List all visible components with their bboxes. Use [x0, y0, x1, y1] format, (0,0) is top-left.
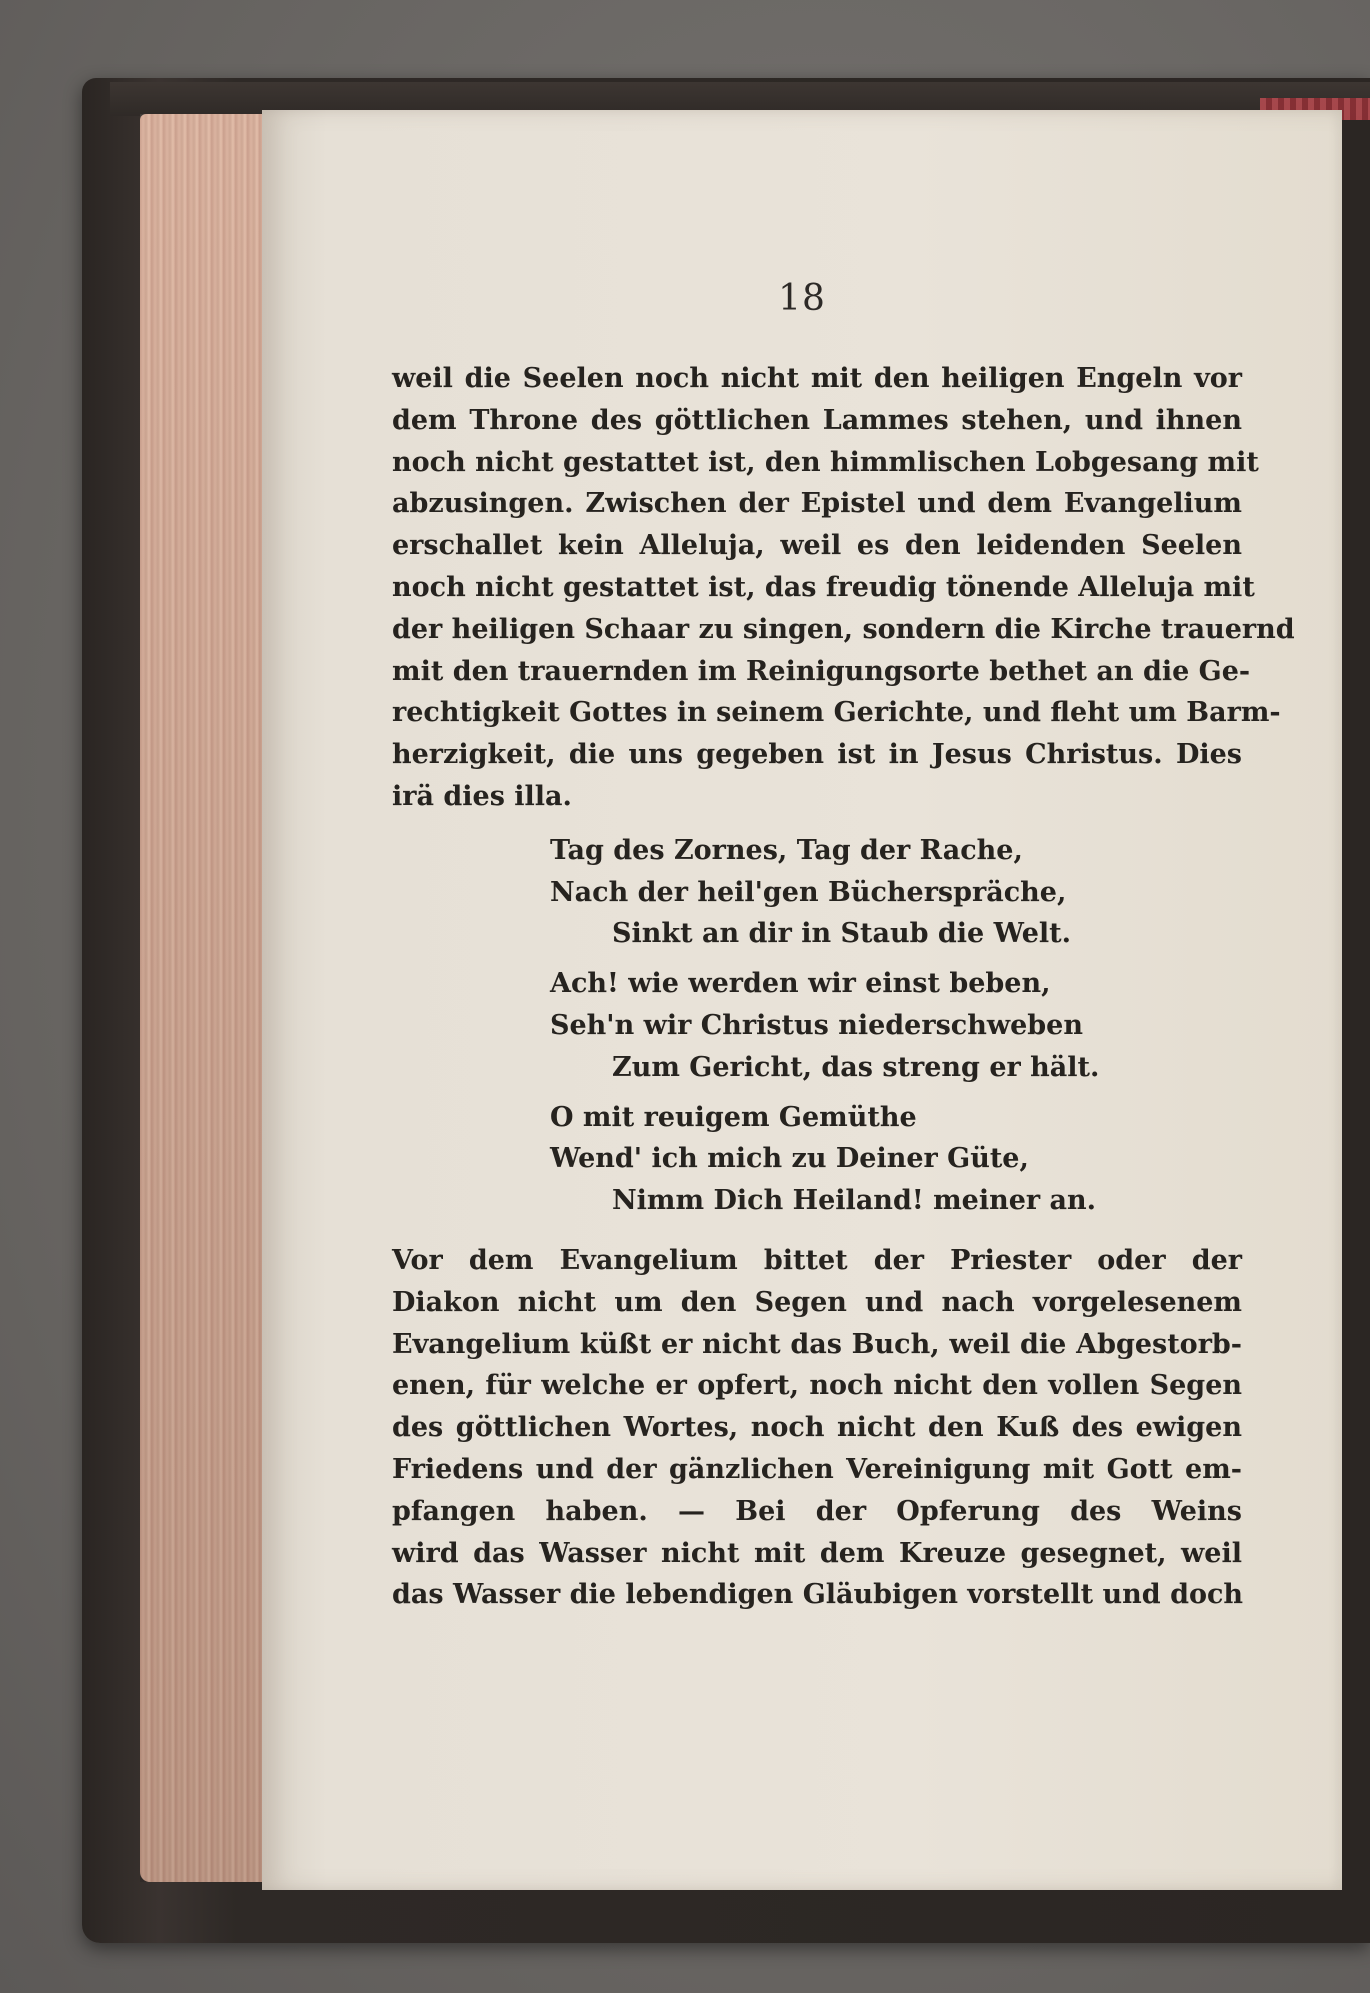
book-page — [262, 110, 1342, 1890]
text-line: rechtigkeit Gottes in seinem Gerichte, und fleht um Barm- — [392, 697, 1281, 729]
text-line: enen, für welche er opfert, noch nicht den vollen Segen — [392, 1370, 1242, 1402]
verse-line: Nach der heil'gen Bücherspräche, — [550, 876, 1067, 908]
verse-line: Nimm Dich Heiland! meiner an. — [612, 1185, 1097, 1217]
text-line: noch nicht gestattet ist, den himmlischen Lobgesang mit — [392, 446, 1259, 478]
text-line: weil die Seelen noch nicht mit den heiligen Engeln vor — [392, 363, 1242, 394]
text-line: des göttlichen Wortes, noch nicht den Kuß des ewigen — [392, 1412, 1242, 1444]
page-text — [392, 358, 1295, 1616]
paragraph-1 — [392, 358, 1295, 818]
text-line: herzigkeit, die uns gegeben ist in Jesus Christus. Dies — [392, 739, 1242, 771]
verse-line: Seh'n wir Christus niederschweben — [550, 1009, 1083, 1041]
text-line: das Wasser die lebendigen Gläubigen vorstellt und doch — [392, 1579, 1244, 1611]
text-line: noch nicht gestattet ist, das freudig tönende Alleluja mit — [392, 571, 1255, 603]
page-number: 18 — [778, 278, 826, 319]
text-line: mit den trauernden im Reinigungsorte bethet an die Ge- — [392, 655, 1251, 687]
verse-line: Wend' ich mich zu Deiner Güte, — [550, 1143, 1029, 1175]
text-line: wird das Wasser nicht mit dem Kreuze gesegnet, weil — [392, 1537, 1242, 1569]
verse-line: O mit reuigem Gemüthe — [550, 1101, 917, 1133]
text-line: erschallet kein Alleluja, weil es den leidenden Seelen — [392, 530, 1242, 562]
text-line: pfangen haben. — Bei der Opferung des Weins — [392, 1495, 1242, 1527]
page-edges — [140, 114, 268, 1882]
text-line: dem Throne des göttlichen Lammes stehen, und ihnen — [392, 404, 1242, 436]
verse-line: Tag des Zornes, Tag der Rache, — [550, 834, 1023, 866]
verse-stanza-2 — [392, 963, 1242, 1088]
text-line: abzusingen. Zwischen der Epistel und dem Evangelium — [392, 488, 1242, 520]
verse-stanza-1 — [392, 830, 1242, 955]
text-line: Friedens und der gänzlichen Vereinigung mit Gott em- — [392, 1453, 1242, 1485]
paragraph-2 — [392, 1240, 1242, 1616]
verse-line: Sinkt an dir in Staub die Welt. — [612, 918, 1072, 950]
text-line: Diakon nicht um den Segen und nach vorgelesenem — [392, 1286, 1242, 1318]
verse-line: Ach! wie werden wir einst beben, — [550, 968, 1051, 1000]
verse-line: Zum Gericht, das streng er hält. — [612, 1051, 1100, 1083]
text-line: irä dies illa. — [392, 780, 572, 812]
text-line: Evangelium küßt er nicht das Buch, weil die Abgestorb- — [392, 1328, 1242, 1360]
text-line: Vor dem Evangelium bittet der Priester oder der — [392, 1244, 1242, 1276]
hymn-verses — [392, 830, 1242, 1222]
text-line: der heiligen Schaar zu singen, sondern die Kirche trauernd — [392, 613, 1295, 645]
verse-stanza-3 — [392, 1097, 1242, 1222]
